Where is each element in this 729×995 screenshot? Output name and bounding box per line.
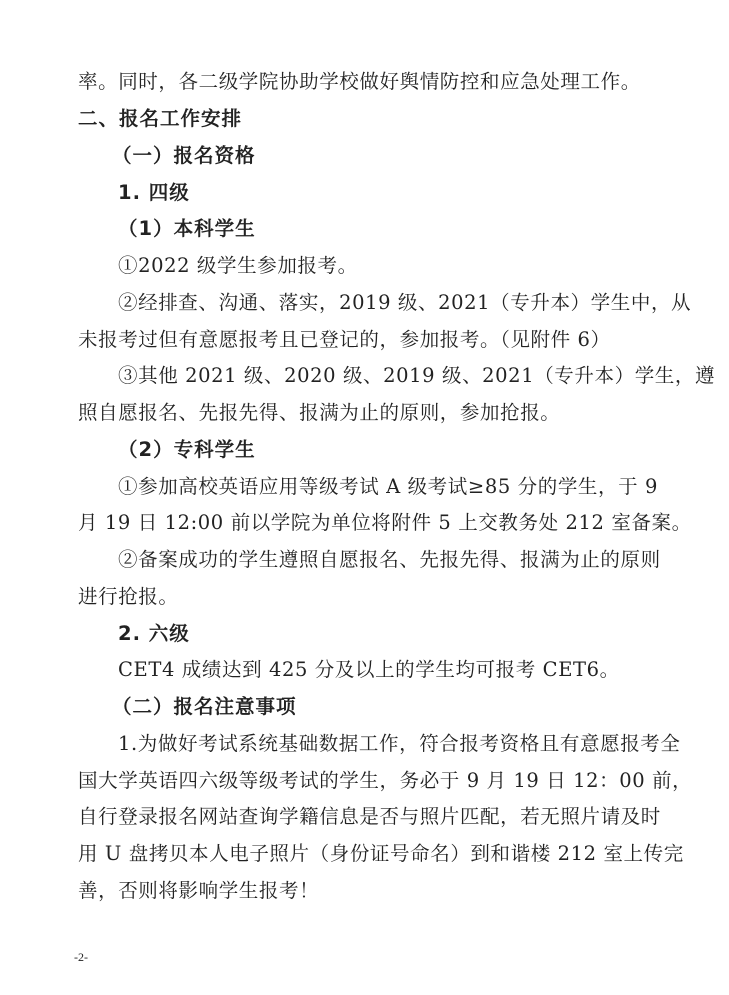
paragraph-line: 用 U 盘拷贝本人电子照片（身份证号命名）到和谐楼 212 室上传完 (78, 842, 684, 865)
paragraph-line: 1.为做好考试系统基础数据工作，符合报考资格且有意愿报考全 (118, 732, 681, 755)
group-heading-junior-college: （2）专科学生 (118, 438, 256, 461)
paragraph-line: 月 19 日 12:00 前以学院为单位将附件 5 上交教务处 212 室备案。 (78, 511, 692, 534)
group-heading-undergraduate: （1）本科学生 (118, 217, 256, 240)
paragraph-line: ③其他 2021 级、2020 级、2019 级、2021（专升本）学生，遵 (118, 364, 716, 387)
paragraph-line: 自行登录报名网站查询学籍信息是否与照片匹配，若无照片请及时 (78, 805, 661, 828)
paragraph-line: CET4 成绩达到 425 分及以上的学生均可报考 CET6。 (118, 658, 620, 681)
paragraph-line: 照自愿报名、先报先得、报满为止的原则，参加抢报。 (78, 401, 561, 424)
level-heading-cet4: 1. 四级 (118, 181, 190, 204)
paragraph-line: ②备案成功的学生遵照自愿报名、先报先得、报满为止的原则 (118, 548, 661, 571)
paragraph-line: 善，否则将影响学生报考！ (78, 879, 320, 902)
section-heading-2: 二、报名工作安排 (78, 107, 243, 130)
subsection-heading-notes: （二）报名注意事项 (112, 695, 297, 718)
paragraph-line: ①2022 级学生参加报考。 (118, 254, 358, 277)
paragraph-line: 进行抢报。 (78, 585, 179, 608)
level-heading-cet6: 2. 六级 (118, 622, 190, 645)
paragraph-line: 国大学英语四六级等级考试的学生，务必于 9 月 19 日 12：00 前， (78, 769, 693, 792)
page-number: -2- (74, 950, 88, 964)
paragraph-line: ②经排查、沟通、落实，2019 级、2021（专升本）学生中，从 (118, 291, 692, 314)
subsection-heading-qualification: （一）报名资格 (112, 144, 256, 167)
paragraph-line: 未报考过但有意愿报考且已登记的，参加报考。（见附件 6） (78, 328, 611, 351)
paragraph-line: ①参加高校英语应用等级考试 A 级考试≥85 分的学生，于 9 (118, 475, 659, 498)
paragraph-line: 率。同时，各二级学院协助学校做好舆情防控和应急处理工作。 (78, 70, 641, 93)
